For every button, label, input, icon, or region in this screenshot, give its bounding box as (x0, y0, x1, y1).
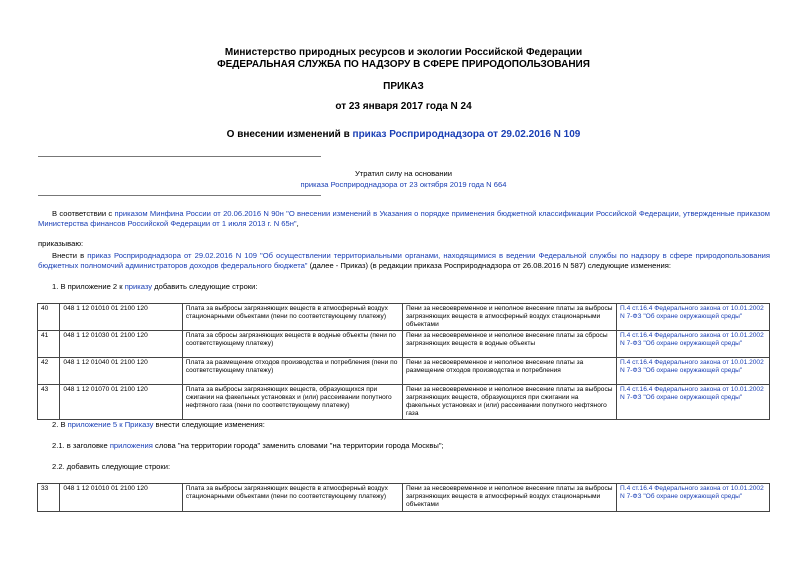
table-appendix-5 (37, 483, 770, 512)
description-cell: Пени за несвоевременное и неполное внесение платы за выбросы загрязняющих веществ, образующихся при сжигании на факельных установках и (или) рассеивании попутного нефтяного газа (402, 385, 616, 420)
table-row (38, 304, 770, 331)
item-2 (52, 420, 265, 430)
item21-text: 2.1. в заголовке (52, 441, 110, 450)
title-prefix: О внесении изменений в (226, 129, 353, 140)
table-row (38, 358, 770, 385)
kbk-code-cell: 048 1 12 01070 01 2100 120 (60, 385, 182, 420)
table-row (38, 385, 770, 420)
separator-top (38, 156, 321, 157)
item-2-2: 2.2. добавить следующие строки: (52, 462, 171, 471)
row-number-cell: 40 (38, 304, 60, 331)
income-name-cell: Плата за выбросы загрязняющих веществ в атмосферный воздух стационарными объектами (пени по соответствующему платежу) (182, 304, 402, 331)
description-cell: Пени за несвоевременное и неполное внесение платы за размещение отходов производства и потребления (402, 358, 616, 385)
item1-text-end: добавить следующие строки: (152, 282, 258, 291)
document-date-number: от 23 января 2017 года N 24 (335, 101, 472, 112)
kbk-code-cell: 048 1 12 01030 01 2100 120 (60, 331, 182, 358)
law-reference-cell[interactable]: П.4 ст.16.4 Федерального закона от 10.01.2002 N 7-ФЗ "Об охране окружающей среды" (617, 304, 770, 331)
income-name-cell: Плата за выбросы загрязняющих веществ в атмосферный воздух стационарными объектами (пени по соответствующему платежу) (182, 484, 402, 512)
item1-text: 1. В приложение 2 к (52, 282, 125, 291)
para1-text-end: , (296, 219, 299, 228)
income-name-cell: Плата за размещение отходов производства и потребления (пени по соответствующему платежу) (182, 358, 402, 385)
para1-link[interactable]: приказом Минфина России от 20.06.2016 N 90н "О внесении изменений в Указания о порядке применения бюджетной классификации Российской Федерации, утвержденные приказом Министерства финансов Российской Федерации от 1 июля 2013 г. N 65н" (38, 209, 770, 228)
item-2-1 (52, 441, 444, 451)
document-type: ПРИКАЗ (383, 81, 424, 92)
item-1 (52, 282, 258, 292)
para2-link[interactable]: приказ Росприроднадзора от 29.02.2016 N 109 "Об осуществлении территориальными органами, находящимися в ведении Федеральной службы по надзору в сфере природопользования бюджетных полномочий администраторов доходов федерального бюджета" (38, 251, 770, 270)
status-link[interactable]: приказа Росприроднадзора от 23 октября 2019 года N 664 (300, 180, 507, 189)
row-number-cell: 41 (38, 331, 60, 358)
prikazyvayu: приказываю: (38, 239, 84, 248)
law-reference-cell[interactable]: П.4 ст.16.4 Федерального закона от 10.01.2002 N 7-ФЗ "Об охране окружающей среды" (617, 484, 770, 512)
separator-bottom (38, 195, 321, 196)
income-name-cell: Плата за сбросы загрязняющих веществ в водные объекты (пени по соответствующему платежу) (182, 331, 402, 358)
table-row (38, 484, 770, 512)
row-number-cell: 33 (38, 484, 60, 512)
row-number-cell: 43 (38, 385, 60, 420)
paragraph-amend (38, 251, 770, 271)
ministry-name: Министерство природных ресурсов и экологии Российской Федерации (224, 47, 583, 58)
item2-link[interactable]: приложение 5 к Приказу (67, 420, 154, 429)
title-link[interactable]: приказ Росприроднадзора от 29.02.2016 N 109 (352, 129, 581, 140)
income-name-cell: Плата за выбросы загрязняющих веществ, образующихся при сжигании на факельных установках и (или) рассеивании попутного нефтяного газа (пени по соответствующему платежу) (182, 385, 402, 420)
para2-text-end: (далее - Приказ) (в редакции приказа Росприроднадзора от 26.08.2016 N 587) следующие изменения: (307, 261, 671, 270)
service-name: ФЕДЕРАЛЬНАЯ СЛУЖБА ПО НАДЗОРУ В СФЕРЕ ПРИРОДОПОЛЬЗОВАНИЯ (217, 59, 590, 70)
table-appendix-2 (37, 303, 770, 420)
item21-text-end: слова "на территории города" заменить словами "на территории города Москвы"; (152, 441, 444, 450)
item21-link[interactable]: приложения (109, 441, 153, 450)
law-reference-cell[interactable]: П.4 ст.16.4 Федерального закона от 10.01.2002 N 7-ФЗ "Об охране окружающей среды" (617, 385, 770, 420)
status-note: Утратил силу на основании (354, 169, 453, 178)
document-title (0, 129, 807, 141)
table-row (38, 331, 770, 358)
description-cell: Пени за несвоевременное и неполное внесение платы за выбросы загрязняющих веществ в атмосферный воздух стационарными объектами (402, 484, 616, 512)
kbk-code-cell: 048 1 12 01010 01 2100 120 (60, 484, 182, 512)
item2-text-end: внести следующие изменения: (153, 420, 265, 429)
kbk-code-cell: 048 1 12 01040 01 2100 120 (60, 358, 182, 385)
item2-text: 2. В (52, 420, 68, 429)
row-number-cell: 42 (38, 358, 60, 385)
law-reference-cell[interactable]: П.4 ст.16.4 Федерального закона от 10.01.2002 N 7-ФЗ "Об охране окружающей среды" (617, 331, 770, 358)
description-cell: Пени за несвоевременное и неполное внесение платы за выбросы загрязняющих веществ в атмосферный воздух стационарными объектами (402, 304, 616, 331)
para2-text: Внести в (52, 251, 88, 260)
item1-link[interactable]: приказу (124, 282, 153, 291)
description-cell: Пени за несвоевременное и неполное внесение платы за сбросы загрязняющих веществ в водные объекты (402, 331, 616, 358)
para1-text: В соответствии с (52, 209, 115, 218)
law-reference-cell[interactable]: П.4 ст.16.4 Федерального закона от 10.01.2002 N 7-ФЗ "Об охране окружающей среды" (617, 358, 770, 385)
kbk-code-cell: 048 1 12 01010 01 2100 120 (60, 304, 182, 331)
paragraph-basis (38, 209, 770, 229)
